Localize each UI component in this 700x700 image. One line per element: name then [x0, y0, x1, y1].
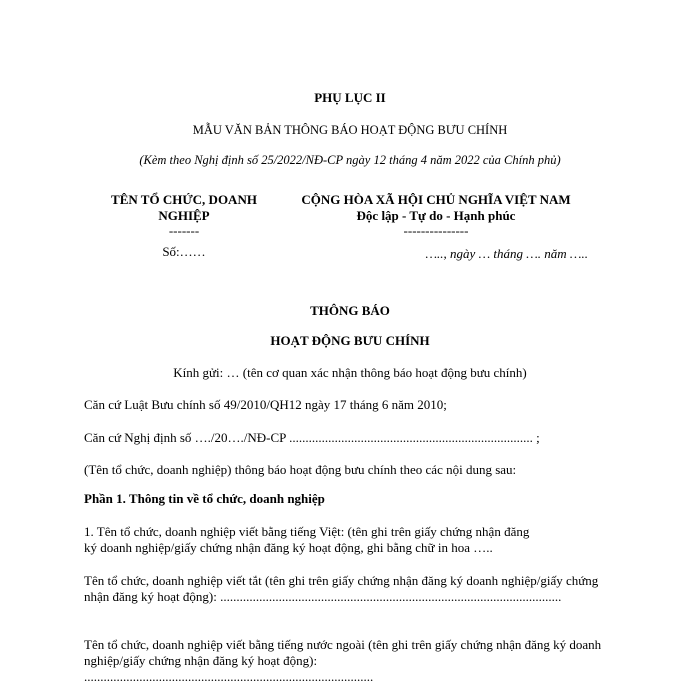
- basis-law: Căn cứ Luật Bưu chính số 49/2010/QH12 ngày 17 tháng 6 năm 2010;: [84, 397, 447, 412]
- national-title: CỘNG HÒA XÃ HỘI CHỦ NGHĨA VIỆT NAM: [301, 192, 571, 207]
- national-header: [286, 192, 586, 238]
- appendix-subtitle: MẪU VĂN BẢN THÔNG BÁO HOẠT ĐỘNG BƯU CHÍNH: [192, 123, 508, 137]
- org-header: [84, 192, 284, 260]
- org-dashes: -------: [168, 223, 200, 238]
- part1-heading: Phần 1. Thông tin về tổ chức, doanh nghiệp: [84, 491, 325, 506]
- appendix-title: PHỤ LỤC II: [314, 90, 386, 105]
- date-line: ….., ngày … tháng …. năm …..: [425, 246, 588, 261]
- motto-dashes: ---------------: [403, 223, 469, 238]
- intro-paragraph: (Tên tổ chức, doanh nghiệp) thông báo hoạt động bưu chính theo các nội dung sau:: [84, 462, 517, 477]
- notice-title: THÔNG BÁO: [310, 303, 390, 318]
- document-number: Số:……: [162, 244, 206, 259]
- basis-decree: Căn cứ Nghị định số …./20…./NĐ-CP ........................................................................... ;: [84, 430, 540, 445]
- notice-subject: HOẠT ĐỘNG BƯU CHÍNH: [270, 333, 430, 348]
- org-name: TÊN TỔ CHỨC, DOANH NGHIỆP: [111, 192, 257, 223]
- abbrev-name-paragraph: Tên tổ chức, doanh nghiệp viết tắt (tên ghi trên giấy chứng nhận đăng ký doanh nghiệp/giấy chứng nhận đăng ký hoạt động): .........................................................................................................: [84, 573, 599, 604]
- national-motto: Độc lập - Tự do - Hạnh phúc: [356, 208, 516, 223]
- foreign-name-paragraph: Tên tổ chức, doanh nghiệp viết bằng tiếng nước ngoài (tên ghi trên giấy chứng nhận đăng ký doanh nghiệp/giấy chứng nhận đăng ký hoạt động): .........................................................................................: [84, 637, 602, 684]
- recipient-line: Kính gửi: … (tên cơ quan xác nhận thông báo hoạt động bưu chính): [173, 365, 527, 380]
- appendix-note: (Kèm theo Nghị định số 25/2022/NĐ-CP ngày 12 tháng 4 năm 2022 của Chính phủ): [139, 153, 561, 167]
- item1-paragraph: 1. Tên tổ chức, doanh nghiệp viết bằng tiếng Việt: (tên ghi trên giấy chứng nhận đăng ký doanh nghiệp/giấy chứng nhận đăng ký hoạt động, ghi bằng chữ in hoa …..: [84, 524, 530, 555]
